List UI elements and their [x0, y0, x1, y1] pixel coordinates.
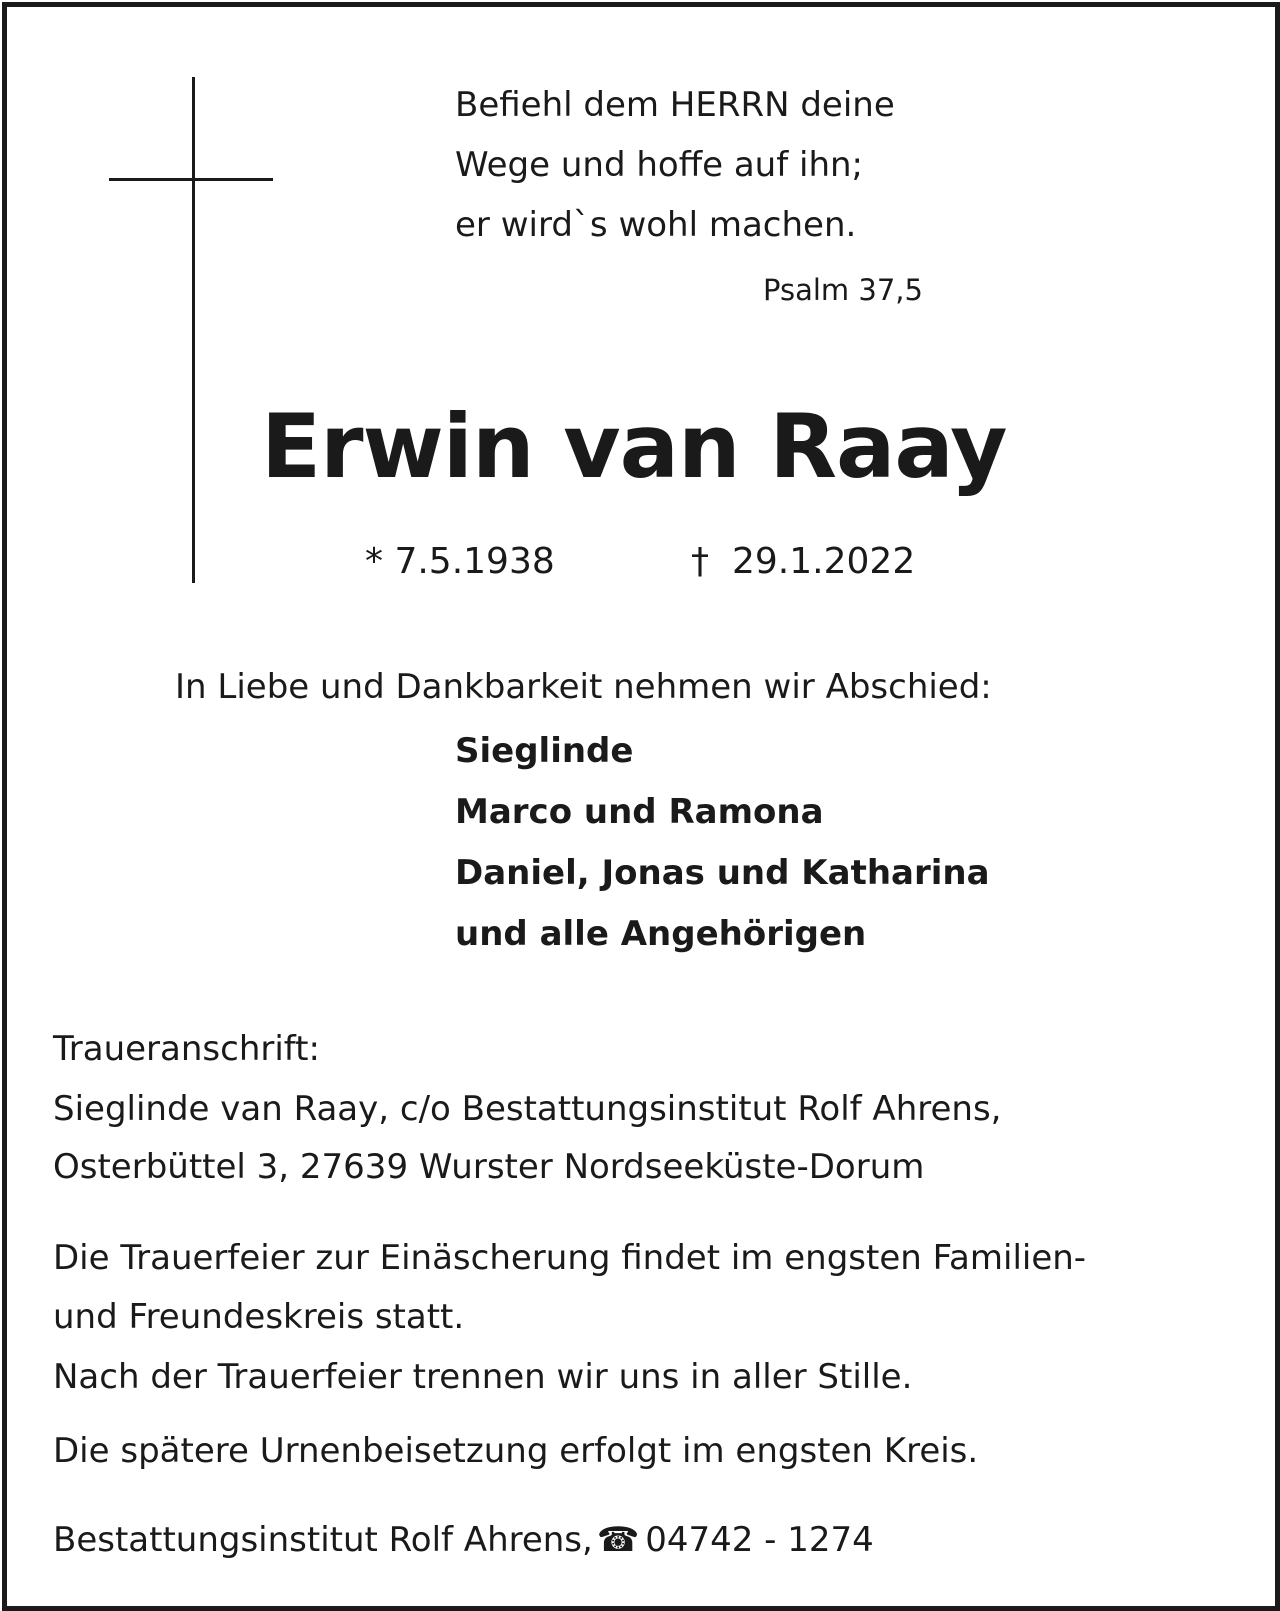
cross-icon [192, 77, 195, 583]
undertaker-name: Bestattungsinstitut Rolf Ahrens, [53, 1520, 593, 1560]
ceremony-line-2: und Freundeskreis statt. [53, 1297, 465, 1337]
mourner-4: und alle Angehörigen [455, 914, 867, 954]
death-symbol: † [691, 541, 709, 582]
deceased-name: Erwin van Raay [261, 395, 1007, 498]
death-date: 29.1.2022 [732, 541, 916, 582]
cross-icon-bar [109, 178, 273, 181]
verse-line-2: Wege und hoffe auf ihn; [455, 145, 863, 185]
birth-date: * 7.5.1938 [365, 541, 555, 582]
silence-notice: Nach der Trauerfeier trennen wir uns in aller Stille. [53, 1357, 913, 1397]
address-label: Traueranschrift: [53, 1029, 320, 1069]
ceremony-line-1: Die Trauerfeier zur Einäscherung findet im engsten Familien- [53, 1238, 1087, 1278]
mourner-2: Marco und Ramona [455, 792, 824, 832]
obituary-notice [2, 2, 1280, 1611]
address-line-1: Sieglinde van Raay, c/o Bestattungsinstitut Rolf Ahrens, [53, 1089, 1002, 1129]
verse-reference: Psalm 37,5 [763, 273, 923, 307]
phone-icon: ☎ [596, 1520, 640, 1560]
farewell-text: In Liebe und Dankbarkeit nehmen wir Abschied: [175, 667, 992, 707]
mourner-1: Sieglinde [455, 731, 634, 771]
mourner-3: Daniel, Jonas und Katharina [455, 853, 990, 893]
burial-notice: Die spätere Urnenbeisetzung erfolgt im engsten Kreis. [53, 1431, 979, 1471]
verse-line-1: Befiehl dem HERRN deine [455, 85, 895, 125]
verse-line-3: er wird`s wohl machen. [455, 205, 857, 245]
address-line-2: Osterbüttel 3, 27639 Wurster Nordseeküste-Dorum [53, 1147, 925, 1187]
undertaker-phone: 04742 - 1274 [645, 1520, 874, 1560]
undertaker-line [53, 1510, 874, 1570]
